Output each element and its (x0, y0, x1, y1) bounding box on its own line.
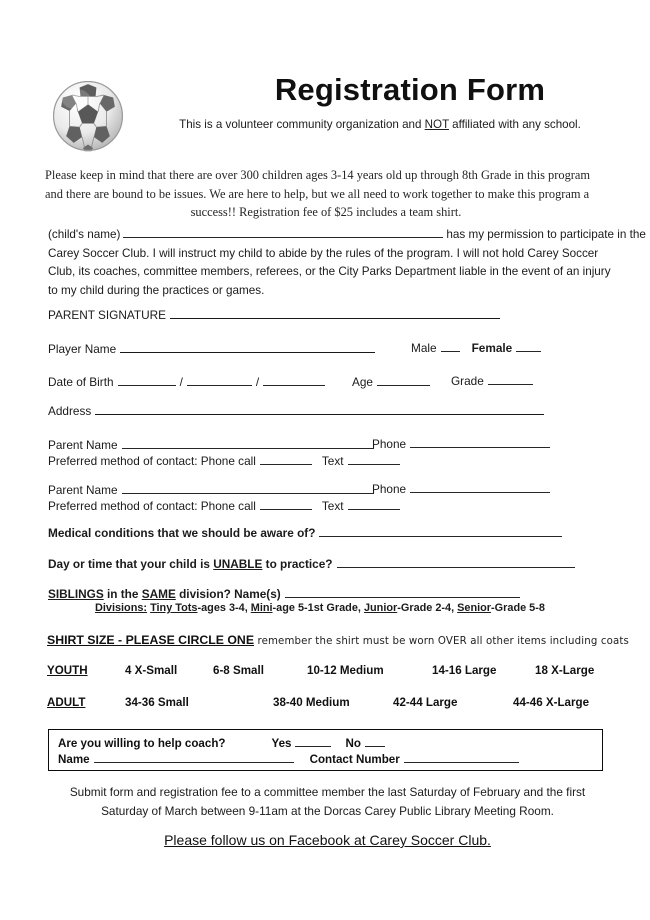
medical-conditions-row (48, 525, 566, 540)
shirt-size-note: remember the shirt must be worn OVER all other items including coats (257, 636, 629, 647)
parent-signature-row (48, 307, 504, 322)
parent-signature-input-line[interactable] (170, 307, 500, 319)
permission-line-4: to my child during the practices or games. (48, 283, 265, 297)
address-input-line[interactable] (95, 403, 544, 415)
division-senior (457, 602, 545, 614)
child-name-label: (child's name) (48, 228, 121, 241)
permission-line-1-tail: has my permission to participate in the (446, 228, 646, 241)
subtitle-not-emphasis: NOT (424, 118, 449, 131)
parent-1-contact-pref-row (48, 453, 404, 468)
division-senior-name: Senior (457, 602, 492, 614)
coach-contact-number-input-line[interactable] (404, 751, 519, 763)
parent-1-name-row (48, 437, 378, 452)
division-junior (364, 602, 457, 614)
parent-2-name-label: Parent Name (48, 483, 118, 497)
page-title: Registration Form (274, 72, 546, 107)
parent-2-phone-label: Phone (372, 482, 407, 496)
address-row (48, 403, 548, 418)
dob-slash-1: / (179, 375, 183, 389)
coach-name-input-line[interactable] (94, 751, 294, 763)
siblings-row (48, 586, 524, 601)
gender-row (411, 340, 545, 355)
coach-question-label: Are you willing to help coach? (58, 737, 226, 750)
subtitle-text-after: affiliated with any school. (448, 118, 581, 131)
unable-suffix-label: to practice? (262, 557, 333, 571)
shirt-size-heading: SHIRT SIZE - PLEASE CIRCLE ONE (47, 633, 255, 647)
player-name-input-line[interactable] (120, 341, 375, 353)
submit-line-1: Submit form and registration fee to a committee member the last Saturday of February and the first (69, 785, 586, 799)
grade-label: Grade (451, 374, 484, 388)
unavailable-time-input-line[interactable] (337, 556, 575, 568)
unable-prefix-label: Day or time that your child is (48, 557, 214, 571)
youth-size-option[interactable]: 4 X-Small (125, 664, 178, 677)
youth-size-option[interactable]: 18 X-Large (535, 664, 595, 677)
division-mini-range: -age 5-1st Grade, (272, 602, 364, 614)
header-subtitle (130, 118, 630, 131)
parent-2-name-input-line[interactable] (122, 482, 374, 494)
siblings-suffix-label: division? Name(s) (175, 587, 281, 601)
adult-size-row (47, 696, 589, 709)
subtitle-text-before: This is a volunteer community organization and (179, 118, 425, 131)
female-checkbox-line[interactable] (516, 340, 541, 352)
siblings-mid-label: in the (103, 587, 142, 601)
female-label: Female (471, 341, 513, 355)
male-label: Male (411, 341, 437, 355)
permission-line-2: Carey Soccer Club. I will instruct my child to abide by the rules of the program. I will not hold Carey Soccer (48, 246, 599, 260)
adult-size-option[interactable]: 38-40 Medium (273, 696, 350, 709)
divisions-row (95, 602, 545, 614)
parent-2-name-row (48, 482, 378, 497)
adult-label: ADULT (47, 696, 86, 709)
submit-line-2: Saturday of March between 9-11am at the Dorcas Carey Public Library Meeting Room. (101, 804, 554, 818)
age-input-line[interactable] (377, 374, 430, 386)
player-name-label: Player Name (48, 342, 117, 356)
parent-1-name-input-line[interactable] (122, 437, 374, 449)
date-of-birth-row (48, 374, 329, 389)
coach-question-row (58, 735, 389, 750)
division-tiny-tots-range: -ages 3-4, (197, 602, 251, 614)
dob-slash-2: / (255, 375, 260, 389)
permission-line-3: Club, its coaches, committee members, referees, or the City Parks Department liable in the event of an injury (48, 265, 611, 278)
form-header (0, 66, 650, 146)
coach-yes-input-line[interactable] (295, 735, 331, 747)
intro-line-3: success!! Registration fee of $25 includes a team shirt. (190, 205, 462, 219)
permission-paragraph (48, 226, 646, 300)
parent-2-preferred-label: Preferred method of contact: Phone call (48, 499, 256, 513)
siblings-names-input-line[interactable] (285, 586, 520, 598)
youth-size-option[interactable]: 14-16 Large (432, 664, 497, 677)
parent-2-phone-row (372, 481, 554, 496)
same-emphasis-label: SAME (141, 587, 176, 601)
coach-name-row (58, 751, 523, 766)
parent-1-phonecall-input-line[interactable] (260, 453, 312, 465)
coach-name-label: Name (58, 753, 90, 766)
division-mini-name: Mini (250, 602, 273, 614)
coach-contact-number-label: Contact Number (309, 753, 400, 766)
adult-size-option[interactable]: 44-46 X-Large (513, 696, 590, 709)
male-checkbox-line[interactable] (441, 340, 460, 352)
dob-day-input-line[interactable] (187, 374, 252, 386)
permission-line-1 (48, 226, 646, 245)
intro-paragraph (45, 166, 607, 222)
player-name-row (48, 341, 379, 356)
coach-no-label: No (345, 737, 361, 750)
coach-no-input-line[interactable] (365, 735, 385, 747)
dob-year-input-line[interactable] (263, 374, 325, 386)
intro-line-1: Please keep in mind that there are over 300 children ages 3-14 years old up through 8th Grade in this program (45, 168, 591, 182)
soccer-ball-icon (44, 74, 132, 158)
parent-2-text-label: Text (321, 499, 344, 513)
parent-2-phonecall-input-line[interactable] (260, 498, 312, 510)
siblings-emphasis-label: SIBLINGS (48, 587, 104, 601)
submit-instructions (55, 783, 600, 821)
division-mini (251, 602, 364, 614)
parent-1-preferred-label: Preferred method of contact: Phone call (48, 454, 256, 468)
youth-size-row (47, 664, 594, 677)
intro-line-2: and there are bound to be issues. We are here to help, but we all need to work together to make this program a (45, 186, 590, 201)
adult-size-option[interactable]: 42-44 Large (393, 696, 458, 709)
date-of-birth-label: Date of Birth (48, 375, 114, 389)
parent-1-name-label: Parent Name (48, 438, 118, 452)
parent-1-text-label: Text (321, 454, 344, 468)
unable-emphasis-label: UNABLE (213, 557, 263, 571)
address-label: Address (48, 404, 92, 418)
parent-2-contact-pref-row (48, 498, 404, 513)
parent-signature-label: PARENT SIGNATURE (48, 308, 166, 322)
parent-1-phone-row (372, 436, 554, 451)
parent-1-phone-label: Phone (372, 437, 407, 451)
child-name-input-line[interactable] (123, 226, 443, 238)
youth-size-option[interactable]: 6-8 Small (213, 664, 264, 677)
division-senior-range: -Grade 5-8 (491, 602, 545, 614)
division-junior-name: Junior (363, 602, 398, 614)
parent-1-phone-input-line[interactable] (410, 436, 550, 448)
division-junior-range: -Grade 2-4, (397, 602, 458, 614)
division-tiny-tots-name: Tiny Tots (150, 602, 198, 614)
parent-2-phone-input-line[interactable] (410, 481, 550, 493)
shirt-size-heading-row (47, 633, 629, 647)
youth-label: YOUTH (47, 664, 88, 677)
division-tiny-tots (150, 602, 251, 614)
grade-row (451, 373, 537, 388)
adult-size-option[interactable]: 34-36 Small (125, 696, 189, 709)
grade-input-line[interactable] (488, 373, 533, 385)
age-row (352, 374, 434, 389)
medical-conditions-input-line[interactable] (319, 525, 562, 537)
age-label: Age (352, 375, 373, 389)
medical-conditions-label: Medical conditions that we should be aware of? (48, 526, 316, 540)
facebook-followup-text: Please follow us on Facebook at Carey Soccer Club. (164, 832, 491, 848)
coach-yes-label: Yes (271, 737, 292, 750)
dob-month-input-line[interactable] (118, 374, 176, 386)
unavailable-time-row (48, 556, 579, 571)
parent-1-text-input-line[interactable] (348, 453, 400, 465)
youth-size-option[interactable]: 10-12 Medium (307, 664, 384, 677)
parent-2-text-input-line[interactable] (348, 498, 400, 510)
divisions-label: Divisions: (95, 602, 148, 614)
